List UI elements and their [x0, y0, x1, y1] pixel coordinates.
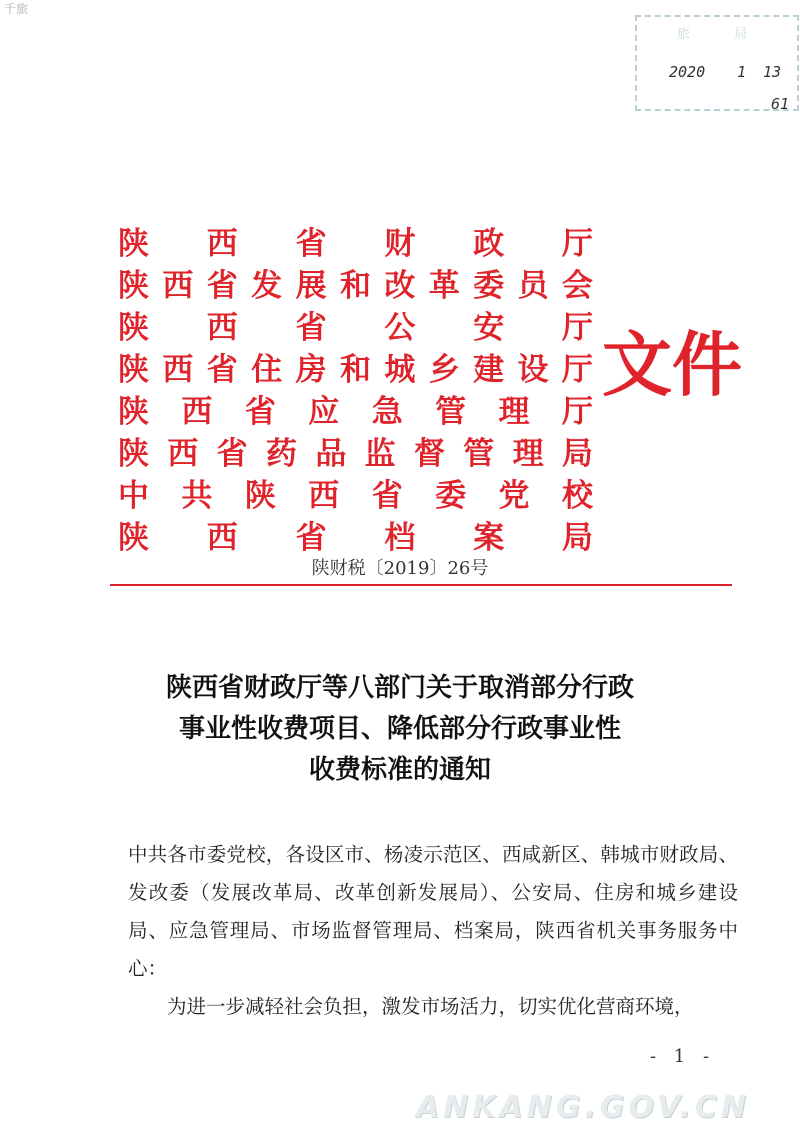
issuer-char: 和	[339, 352, 371, 388]
issuer-char: 展	[295, 268, 327, 304]
issuer-char: 中	[118, 478, 149, 514]
issuer-line	[118, 349, 593, 391]
issuer-char: 委	[435, 478, 467, 514]
stamp-header: 旅 局	[677, 27, 768, 42]
issuer-char: 监	[364, 436, 396, 472]
issuer-char: 陕	[118, 226, 149, 262]
issuer-line	[118, 265, 593, 307]
issuer-char: 档	[384, 520, 416, 556]
issuer-char: 财	[384, 226, 416, 262]
issuer-char: 乡	[428, 352, 460, 388]
issuer-char: 委	[473, 268, 505, 304]
issuer-char: 省	[371, 478, 403, 514]
issuer-char: 药	[265, 436, 297, 472]
issuer-char: 省	[295, 226, 327, 262]
document-body	[128, 836, 738, 1026]
doc-type-label: 文件	[602, 323, 742, 406]
issuer-char: 发	[251, 268, 283, 304]
issuer-char: 省	[295, 310, 327, 346]
issuer-char: 革	[428, 268, 460, 304]
issuer-line	[118, 517, 593, 559]
document-title	[0, 668, 800, 791]
issuer-line	[118, 307, 593, 349]
issuer-char: 城	[384, 352, 416, 388]
issuer-char: 政	[473, 226, 505, 262]
body-paragraph: 为进一步减轻社会负担，激发市场活力，切实优化营商环境，	[167, 995, 694, 1018]
issuer-char: 西	[308, 478, 340, 514]
stamp-day: 13	[763, 63, 782, 81]
issuer-char: 急	[371, 394, 403, 430]
title-line: 陕西省财政厅等八部门关于取消部分行政	[165, 673, 634, 703]
issuer-char: 共	[181, 478, 213, 514]
page-number: - 1 -	[650, 1046, 716, 1067]
issuer-char: 陕	[118, 268, 149, 304]
issuer-char: 理	[498, 394, 530, 430]
issuer-line	[118, 433, 593, 475]
issuer-line	[118, 391, 593, 433]
issuer-char: 西	[206, 226, 238, 262]
issuer-char: 设	[517, 352, 549, 388]
issuer-char: 和	[339, 268, 371, 304]
red-divider	[110, 584, 732, 586]
stamp-month: 1	[737, 63, 747, 81]
issuer-char: 陕	[118, 436, 149, 472]
issuer-char: 局	[561, 436, 593, 472]
issuer-char: 西	[206, 310, 238, 346]
issuer-char: 西	[181, 394, 213, 430]
issuer-char: 陕	[118, 310, 149, 346]
issuer-char: 西	[162, 352, 194, 388]
issuer-char: 厅	[561, 352, 593, 388]
issuer-char: 西	[162, 268, 194, 304]
issuer-char: 局	[561, 520, 593, 556]
issuer-char: 西	[167, 436, 199, 472]
corner-mark: 千旅	[4, 2, 29, 16]
issuer-char: 陕	[244, 478, 276, 514]
issuer-char: 省	[206, 352, 238, 388]
site-watermark: ANKANG.GOV.CN	[415, 1090, 750, 1125]
issuer-char: 省	[206, 268, 238, 304]
issuer-char: 省	[244, 394, 276, 430]
issuer-char: 陕	[118, 520, 149, 556]
issuer-char: 会	[561, 268, 593, 304]
issuer-char: 改	[384, 268, 416, 304]
issuer-char: 住	[251, 352, 283, 388]
issuer-char: 督	[413, 436, 445, 472]
receipt-stamp	[635, 15, 799, 111]
stamp-sequence: 61	[771, 95, 790, 113]
issuer-char: 陕	[118, 394, 149, 430]
stamp-year: 2020	[669, 63, 706, 81]
issuer-char: 厅	[561, 226, 593, 262]
issuer-line	[118, 223, 593, 265]
issuer-char: 建	[473, 352, 505, 388]
issuer-char: 案	[473, 520, 505, 556]
issuer-char: 员	[517, 268, 549, 304]
issuer-char: 厅	[561, 310, 593, 346]
issuer-char: 管	[463, 436, 495, 472]
issuer-char: 品	[315, 436, 347, 472]
issuer-line	[118, 475, 593, 517]
issuer-char: 管	[435, 394, 467, 430]
issuer-char: 房	[295, 352, 327, 388]
issuer-char: 公	[384, 310, 416, 346]
issuer-char: 西	[206, 520, 238, 556]
document-number: 陕财税〔2019〕26号	[311, 558, 489, 579]
title-line: 事业性收费项目、降低部分行政事业性	[178, 714, 621, 744]
issuer-char: 校	[561, 478, 593, 514]
issuer-char: 厅	[561, 394, 593, 430]
issuer-char: 应	[308, 394, 340, 430]
issuer-char: 省	[216, 436, 248, 472]
issuer-char: 陕	[118, 352, 149, 388]
title-line: 收费标准的通知	[308, 755, 491, 785]
salutation: 中共各市委党校，各设区市、杨凌示范区、西咸新区、韩城市财政局、发改委（发展改革局、改革创新发展局）、公安局、住房和城乡建设局、应急管理局、市场监督管理局、档案局，陕西省机关事务服务中心：	[128, 843, 738, 980]
issuer-char: 理	[512, 436, 544, 472]
issuing-departments	[118, 223, 593, 559]
issuer-char: 党	[498, 478, 530, 514]
issuer-char: 安	[473, 310, 505, 346]
issuer-char: 省	[295, 520, 327, 556]
